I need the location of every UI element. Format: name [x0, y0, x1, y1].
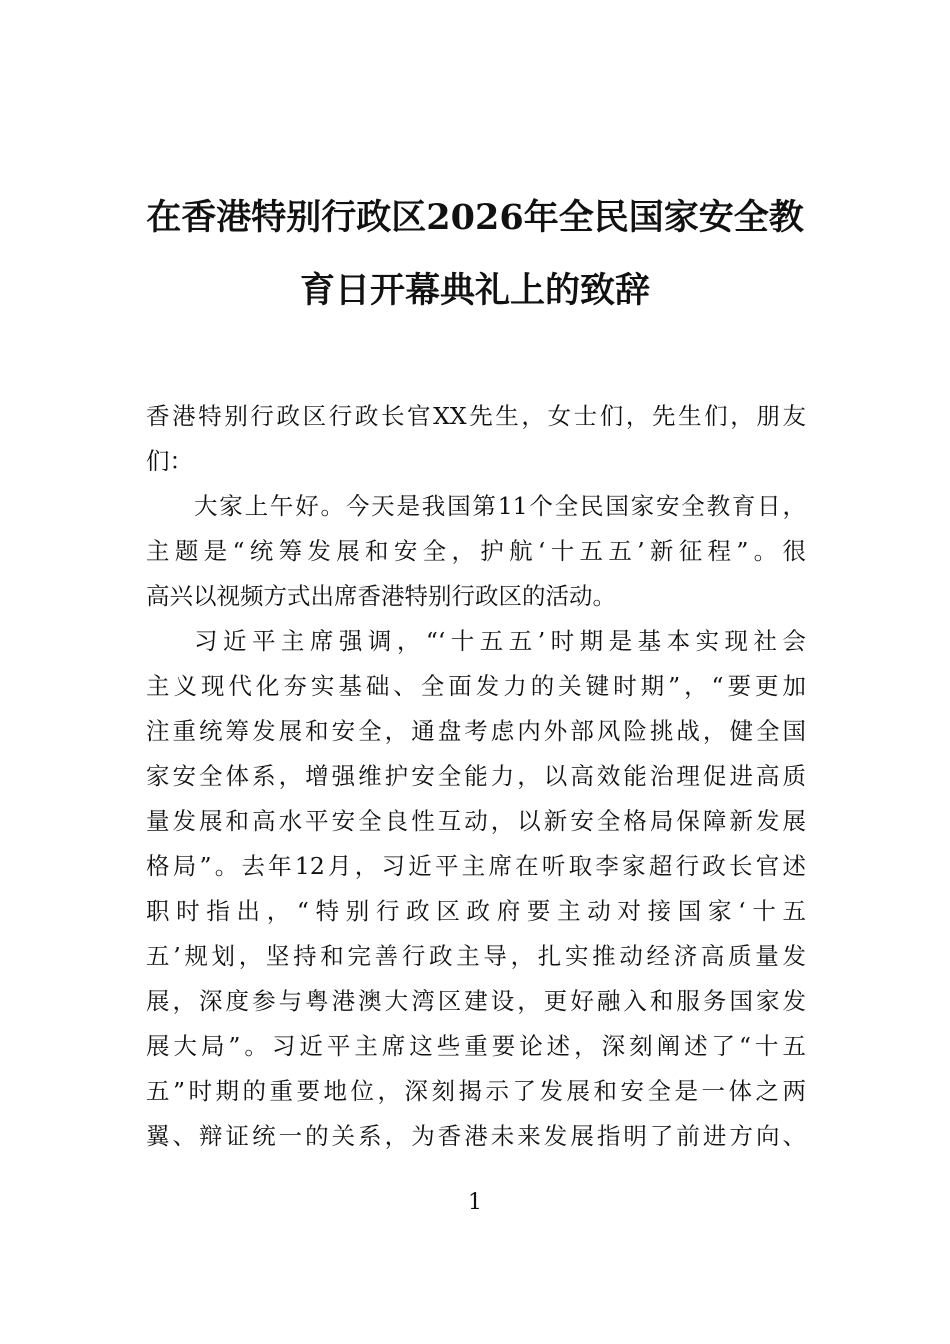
- paragraph-line: 习近平主席强调，“‘十五五’时期是基本实现社会: [194, 627, 806, 655]
- paragraph-line: 家安全体系，增强维护安全能力，以高效能治理促进高质: [146, 762, 806, 790]
- paragraph-line: 主题是“统筹发展和安全，护航‘十五五’新征程”。很: [146, 537, 806, 565]
- paragraph-line: 翼、辩证统一的关系，为香港未来发展指明了前进方向、: [146, 1122, 806, 1150]
- paragraph-line: 五’规划，坚持和完善行政主导，扎实推动经济高质量发: [146, 942, 806, 970]
- paragraph-line: 五”时期的重要地位，深刻揭示了发展和安全是一体之两: [146, 1077, 806, 1105]
- paragraph-line: 高兴以视频方式出席香港特别行政区的活动。: [146, 582, 616, 610]
- salutation-line: 香港特别行政区行政长官XX先生，女士们，先生们，朋友: [146, 402, 806, 430]
- paragraph-line: 展大局”。习近平主席这些重要论述，深刻阐述了“十五: [146, 1032, 806, 1060]
- paragraph-line: 大家上午好。今天是我国第11个全民国家安全教育日，: [194, 492, 806, 520]
- page-number: 1: [468, 1190, 482, 1215]
- paragraph-line: 格局”。去年12月，习近平主席在听取李家超行政长官述: [146, 852, 806, 880]
- paragraph-line: 展，深度参与粤港澳大湾区建设，更好融入和服务国家发: [146, 987, 806, 1015]
- paragraph-line: 主义现代化夯实基础、全面发力的关键时期”，“要更加: [146, 672, 806, 700]
- paragraph-line: 职时指出，“特别行政区政府要主动对接国家‘十五: [146, 897, 806, 925]
- document-title-line-1: 在香港特别行政区2026年全民国家安全教: [146, 197, 804, 238]
- salutation-line: 们：: [146, 447, 193, 475]
- paragraph-line: 注重统筹发展和安全，通盘考虑内外部风险挑战，健全国: [146, 717, 806, 745]
- document-title-line-2: 育日开幕典礼上的致辞: [299, 270, 650, 311]
- paragraph-line: 量发展和高水平安全良性互动，以新安全格局保障新发展: [146, 807, 806, 835]
